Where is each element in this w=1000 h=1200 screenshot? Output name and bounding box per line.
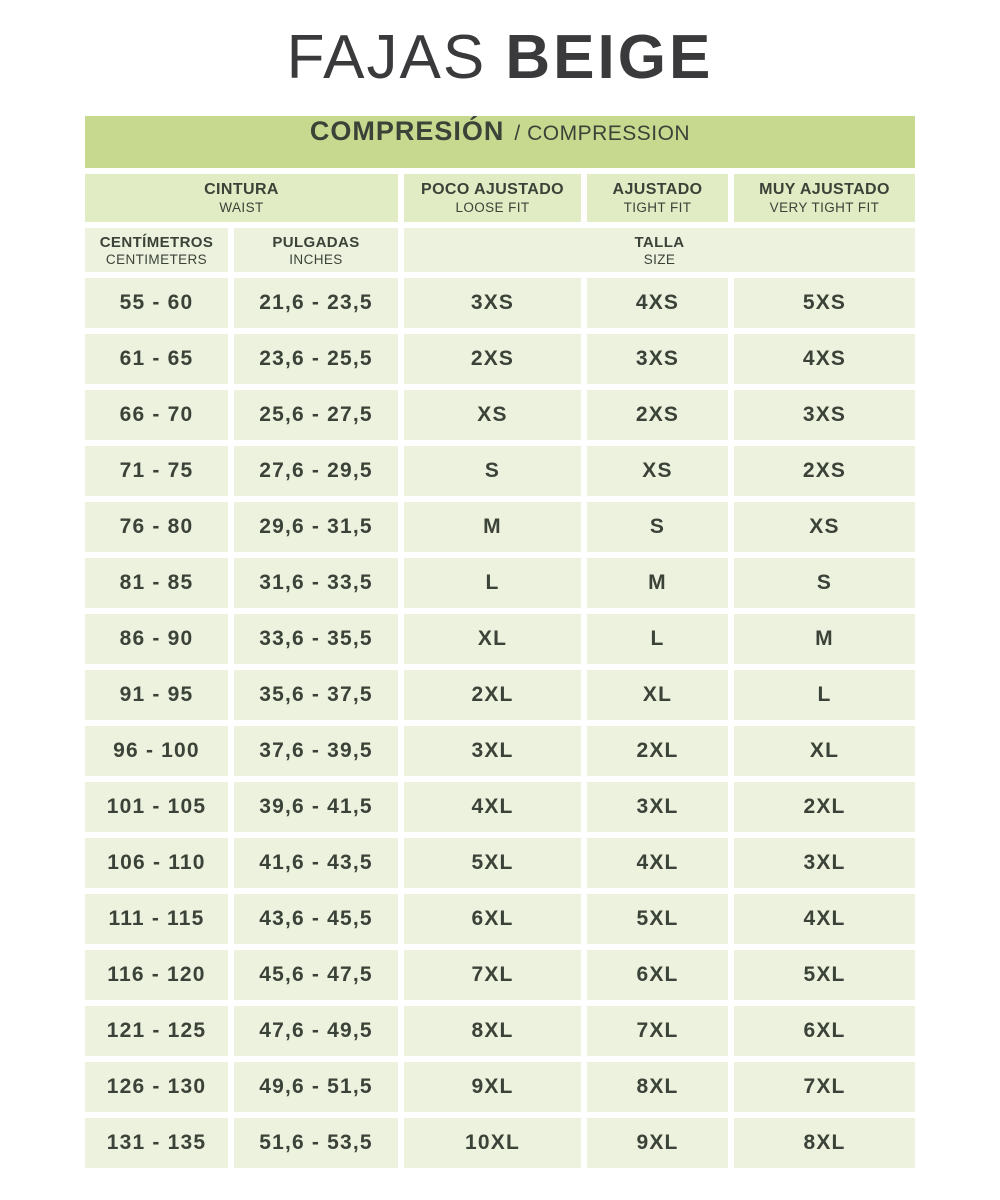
tight-fit-size-row-5: S: [587, 502, 728, 552]
loose-fit-size-row-15: 9XL: [404, 1062, 581, 1112]
loose-fit-size-row-16: 10XL: [404, 1118, 581, 1168]
inch-range-row-4: 27,6 - 29,5: [234, 446, 398, 496]
cm-range-row-9: 96 - 100: [85, 726, 228, 776]
page-title: [0, 8, 1000, 108]
tight-fit-size-row-8: XL: [587, 670, 728, 720]
very-tight-fit-size-row-8: L: [734, 670, 915, 720]
inch-range-row-13: 45,6 - 47,5: [234, 950, 398, 1000]
header-centimeters-es: CENTÍMETROS: [99, 233, 214, 251]
loose-fit-size-row-10: 4XL: [404, 782, 581, 832]
header-very-tight-fit: [734, 174, 915, 222]
very-tight-fit-size-row-9: XL: [734, 726, 915, 776]
header-tight-fit: [587, 174, 728, 222]
tight-fit-size-row-15: 8XL: [587, 1062, 728, 1112]
loose-fit-size-row-5: M: [404, 502, 581, 552]
very-tight-fit-size-row-7: M: [734, 614, 915, 664]
header-very-tight-fit-es: MUY AJUSTADO: [759, 181, 890, 198]
cm-range-row-5: 76 - 80: [85, 502, 228, 552]
loose-fit-size-row-13: 7XL: [404, 950, 581, 1000]
very-tight-fit-size-row-2: 4XS: [734, 334, 915, 384]
cm-range-row-3: 66 - 70: [85, 390, 228, 440]
loose-fit-size-row-3: XS: [404, 390, 581, 440]
cm-range-row-14: 121 - 125: [85, 1006, 228, 1056]
cm-range-row-1: 55 - 60: [85, 278, 228, 328]
inch-range-row-14: 47,6 - 49,5: [234, 1006, 398, 1056]
tight-fit-size-row-6: M: [587, 558, 728, 608]
tight-fit-size-row-11: 4XL: [587, 838, 728, 888]
inch-range-row-8: 35,6 - 37,5: [234, 670, 398, 720]
very-tight-fit-size-row-16: 8XL: [734, 1118, 915, 1168]
cm-range-row-13: 116 - 120: [85, 950, 228, 1000]
inch-range-row-2: 23,6 - 25,5: [234, 334, 398, 384]
tight-fit-size-row-3: 2XS: [587, 390, 728, 440]
very-tight-fit-size-row-3: 3XS: [734, 390, 915, 440]
page-title-regular: FAJAS: [286, 23, 487, 92]
header-waist: [85, 174, 398, 222]
loose-fit-size-row-7: XL: [404, 614, 581, 664]
header-inches-es: PULGADAS: [272, 233, 360, 251]
tight-fit-size-row-7: L: [587, 614, 728, 664]
header-size-es: TALLA: [634, 233, 685, 251]
header-very-tight-fit-en: VERY TIGHT FIT: [769, 200, 880, 215]
inch-range-row-6: 31,6 - 33,5: [234, 558, 398, 608]
loose-fit-size-row-14: 8XL: [404, 1006, 581, 1056]
page-title-bold: BEIGE: [505, 23, 714, 92]
inch-range-row-5: 29,6 - 31,5: [234, 502, 398, 552]
header-centimeters-en: CENTIMETERS: [105, 251, 208, 267]
inch-range-row-10: 39,6 - 41,5: [234, 782, 398, 832]
compression-header-es: COMPRESIÓN: [309, 116, 505, 146]
cm-range-row-12: 111 - 115: [85, 894, 228, 944]
inch-range-row-3: 25,6 - 27,5: [234, 390, 398, 440]
header-loose-fit-en: LOOSE FIT: [455, 200, 530, 215]
loose-fit-size-row-12: 6XL: [404, 894, 581, 944]
very-tight-fit-size-row-15: 7XL: [734, 1062, 915, 1112]
cm-range-row-7: 86 - 90: [85, 614, 228, 664]
loose-fit-size-row-8: 2XL: [404, 670, 581, 720]
tight-fit-size-row-12: 5XL: [587, 894, 728, 944]
tight-fit-size-row-2: 3XS: [587, 334, 728, 384]
header-loose-fit-es: POCO AJUSTADO: [421, 181, 564, 198]
cm-range-row-10: 101 - 105: [85, 782, 228, 832]
very-tight-fit-size-row-4: 2XS: [734, 446, 915, 496]
very-tight-fit-size-row-13: 5XL: [734, 950, 915, 1000]
header-loose-fit: [404, 174, 581, 222]
header-waist-en: WAIST: [219, 200, 264, 215]
tight-fit-size-row-4: XS: [587, 446, 728, 496]
cm-range-row-4: 71 - 75: [85, 446, 228, 496]
loose-fit-size-row-1: 3XS: [404, 278, 581, 328]
cm-range-row-11: 106 - 110: [85, 838, 228, 888]
very-tight-fit-size-row-14: 6XL: [734, 1006, 915, 1056]
cm-range-row-8: 91 - 95: [85, 670, 228, 720]
loose-fit-size-row-4: S: [404, 446, 581, 496]
very-tight-fit-size-row-5: XS: [734, 502, 915, 552]
loose-fit-size-row-9: 3XL: [404, 726, 581, 776]
header-tight-fit-en: TIGHT FIT: [623, 200, 692, 215]
tight-fit-size-row-13: 6XL: [587, 950, 728, 1000]
cm-range-row-16: 131 - 135: [85, 1118, 228, 1168]
inch-range-row-1: 21,6 - 23,5: [234, 278, 398, 328]
cm-range-row-15: 126 - 130: [85, 1062, 228, 1112]
size-table: [85, 116, 915, 1168]
very-tight-fit-size-row-6: S: [734, 558, 915, 608]
very-tight-fit-size-row-1: 5XS: [734, 278, 915, 328]
tight-fit-size-row-1: 4XS: [587, 278, 728, 328]
loose-fit-size-row-2: 2XS: [404, 334, 581, 384]
header-inches: [234, 228, 398, 272]
very-tight-fit-size-row-10: 2XL: [734, 782, 915, 832]
header-centimeters: [85, 228, 228, 272]
header-size: [404, 228, 915, 272]
header-waist-es: CINTURA: [204, 181, 279, 198]
loose-fit-size-row-6: L: [404, 558, 581, 608]
loose-fit-size-row-11: 5XL: [404, 838, 581, 888]
inch-range-row-9: 37,6 - 39,5: [234, 726, 398, 776]
tight-fit-size-row-10: 3XL: [587, 782, 728, 832]
compression-header-en: / COMPRESSION: [514, 122, 691, 145]
inch-range-row-15: 49,6 - 51,5: [234, 1062, 398, 1112]
header-size-en: SIZE: [643, 251, 676, 267]
tight-fit-size-row-14: 7XL: [587, 1006, 728, 1056]
inch-range-row-16: 51,6 - 53,5: [234, 1118, 398, 1168]
tight-fit-size-row-9: 2XL: [587, 726, 728, 776]
header-inches-en: INCHES: [289, 251, 343, 267]
very-tight-fit-size-row-11: 3XL: [734, 838, 915, 888]
inch-range-row-7: 33,6 - 35,5: [234, 614, 398, 664]
header-tight-fit-es: AJUSTADO: [612, 181, 703, 198]
cm-range-row-6: 81 - 85: [85, 558, 228, 608]
inch-range-row-12: 43,6 - 45,5: [234, 894, 398, 944]
inch-range-row-11: 41,6 - 43,5: [234, 838, 398, 888]
very-tight-fit-size-row-12: 4XL: [734, 894, 915, 944]
tight-fit-size-row-16: 9XL: [587, 1118, 728, 1168]
compression-header: [85, 116, 915, 168]
cm-range-row-2: 61 - 65: [85, 334, 228, 384]
